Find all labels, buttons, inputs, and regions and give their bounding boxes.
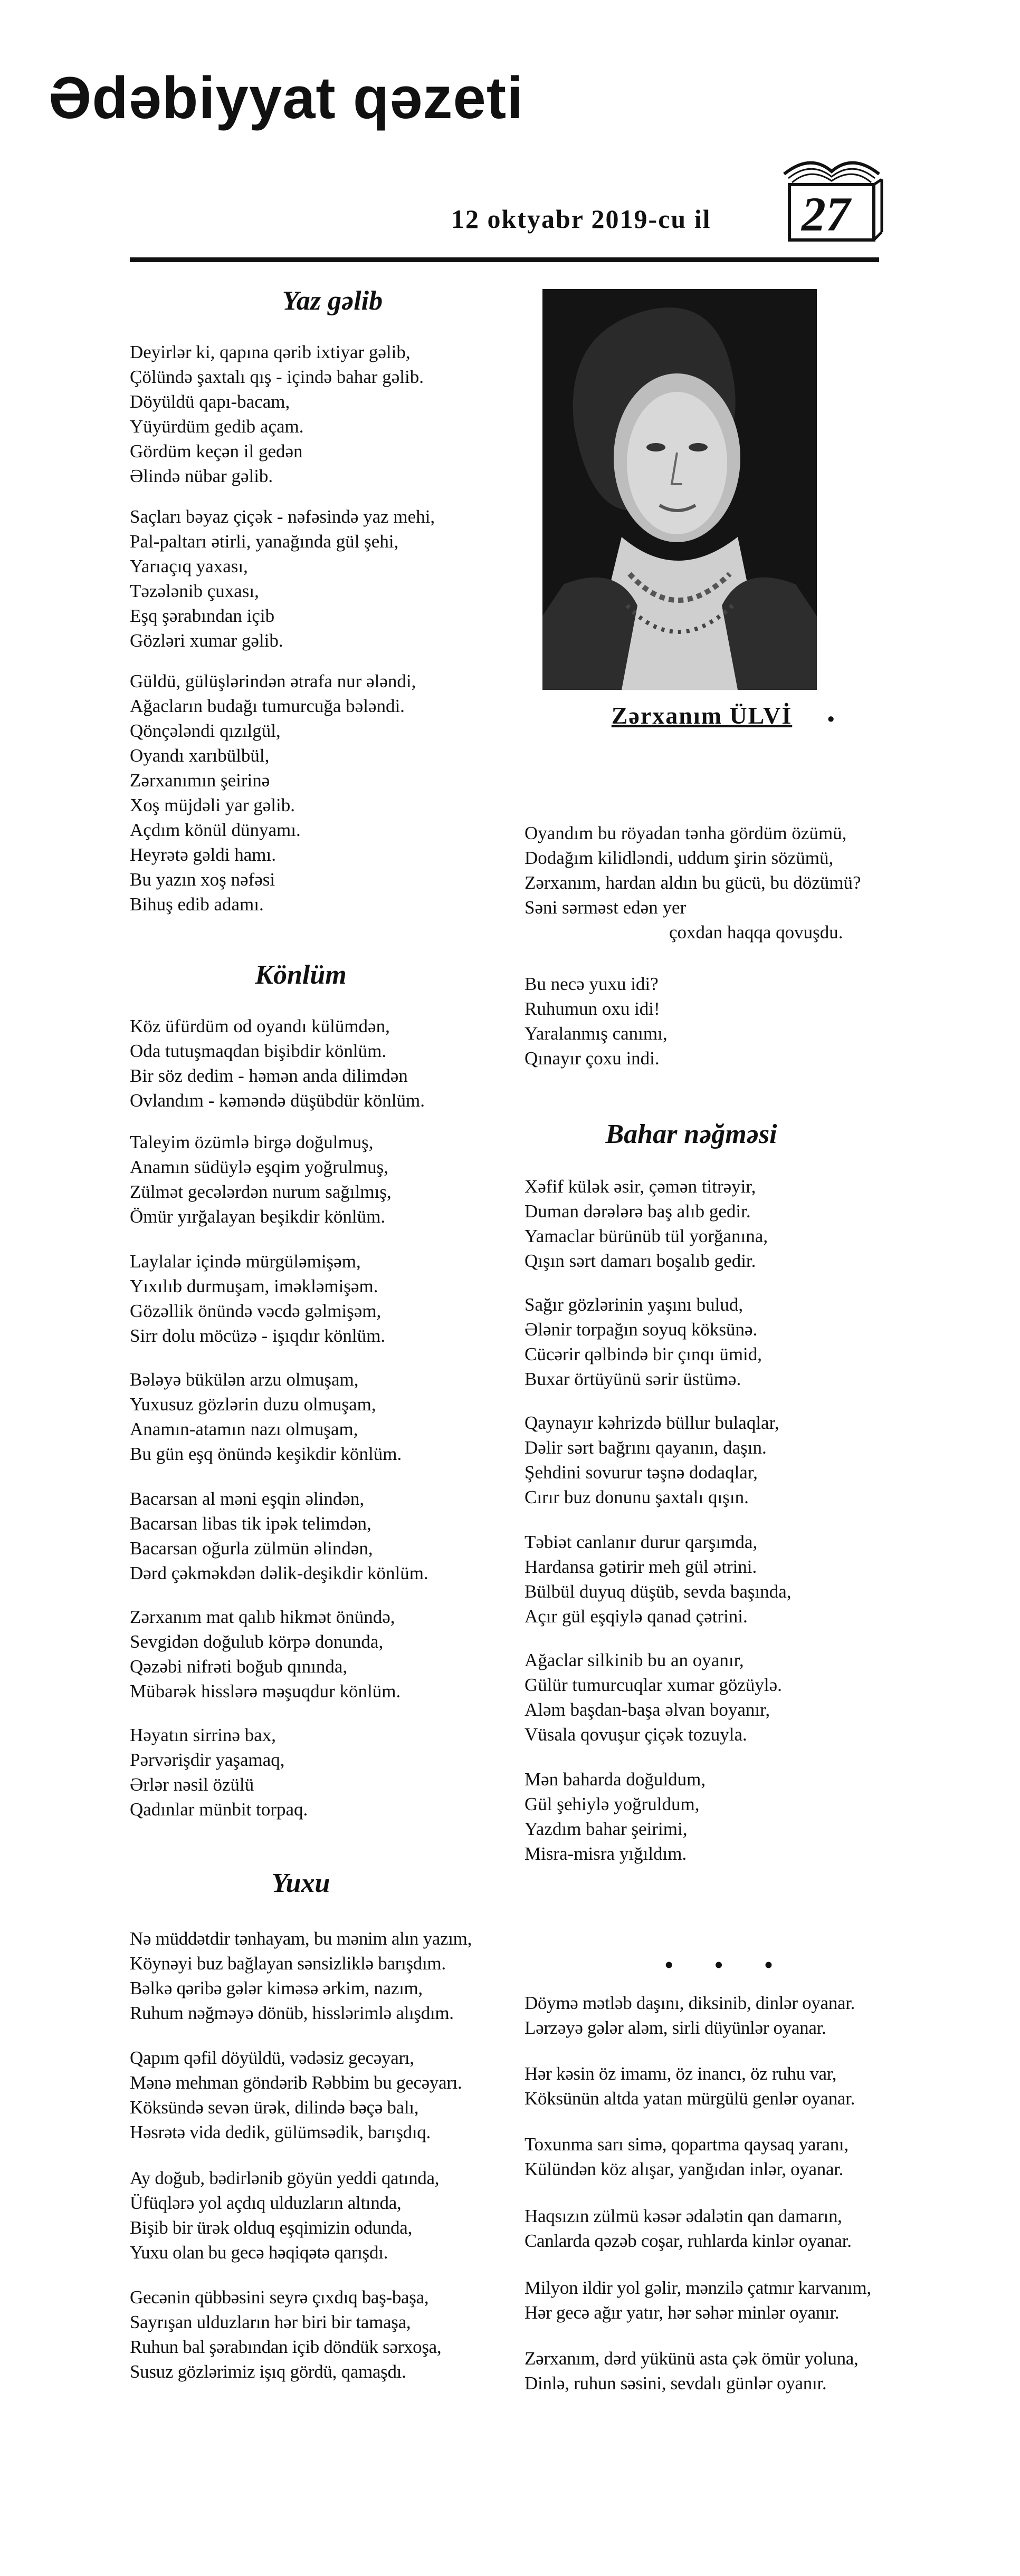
poem-line: Şehdini sovurur təşnə dodaqlar, (525, 1462, 758, 1483)
poem-line: Buxar örtüyünü sərir üstümə. (525, 1369, 741, 1389)
poem-stanza (525, 1648, 782, 1747)
poem-line: Ələnir torpağın soyuq köksünə. (525, 1319, 758, 1340)
poem-line: Ay doğub, bədirlənib göyün yeddi qatında, (130, 2168, 440, 2188)
poem-line: Yaralanmış canımı, (525, 1023, 668, 1044)
poem-line: Yazdım bahar şeirimi, (525, 1819, 688, 1839)
poem-line: Gül şehiylə yoğruldum, (525, 1794, 700, 1814)
poem-title-yaz-gelib: Yaz gəlib (282, 286, 383, 316)
poem-stanza (130, 2045, 462, 2145)
poem-line: Yüyürdüm gedib açam. (130, 416, 304, 437)
poem-line: Döymə mətləb daşını, diksinib, dinlər oyanar. (525, 1993, 855, 2013)
poem-stanza (130, 1926, 472, 2025)
poem-line: Zərxanımın şeirinə (130, 770, 270, 791)
poem-line: Bu gün eşq önündə keşikdir könlüm. (130, 1444, 402, 1464)
poem-line: Pərvərişdir yaşamaq, (130, 1750, 285, 1770)
poem-line: Aləm başdan-başa əlvan boyanır, (525, 1699, 770, 1720)
poem-line: Qaynayır kəhrizdə büllur bulaqlar, (525, 1412, 779, 1433)
poem-line: Qadınlar münbit torpaq. (130, 1799, 308, 1820)
poem-line: Bihuş edib adamı. (130, 894, 264, 915)
poem-title-bahar-negmesi: Bahar nəğməsi (605, 1119, 777, 1149)
poem-stanza (525, 2204, 852, 2253)
masthead: Ədəbiyyat qəzeti (49, 65, 524, 131)
poem-stanza (130, 1130, 392, 1229)
poem-line: Təzələnib çuxası, (130, 581, 259, 601)
poem-line: Canlarda qəzəb coşar, ruhlarda kinlər oyanar. (525, 2231, 852, 2251)
poem-line: Zərxanım, dərd yükünü asta çək ömür yolunа, (525, 2348, 859, 2369)
poem-stanza (525, 2061, 855, 2111)
poem-line: Bülbül duyuq düşüb, sevda başında, (525, 1581, 792, 1602)
poem-line: Açır gül eşqiylə qanad çətrini. (525, 1606, 748, 1627)
poem-line: Bacarsan oğurla zülmün əlindən, (130, 1538, 373, 1559)
issue-date: 12 oktyabr 2019-cu il (451, 204, 711, 234)
poem-line: Milyon ildir yol gəlir, mənzilə çatmır karvanım, (525, 2277, 871, 2298)
poem-line: Laylalar içində mürgüləmişəm, (130, 1251, 361, 1272)
poem-line: Anamın-atamın nazı olmuşam, (130, 1419, 358, 1439)
poem-line: Zərxanım mat qalıb hikmət önündə, (130, 1607, 395, 1627)
poem-line: Yarıaçıq yaxası, (130, 556, 248, 576)
poem-line: Sayrışan ulduzların hər biri bir tamaşa, (130, 2312, 411, 2332)
poem-line: Pal-paltarı ətirli, yanağında gül şehi, (130, 531, 399, 552)
issue-number: 27 (802, 187, 850, 241)
poem-line: Bişib bir ürək olduq eşqimizin odunda, (130, 2217, 412, 2238)
poem-line: Qapım qəfil döyüldü, vədəsiz gecəyarı, (130, 2048, 414, 2068)
poem-line: Bacarsan al məni eşqin əlindən, (130, 1488, 365, 1509)
poem-line: Sevgidən doğulub körpə donunda, (130, 1631, 384, 1652)
poem-line: Gülür tumurcuqlar xumar gözüylə. (525, 1675, 782, 1695)
poem-line: Oyandı xarıbülbül, (130, 745, 270, 766)
poem-line: Qəzəbi nifrəti boğub qınında, (130, 1656, 348, 1677)
poem-line: Köynəyi buz bağlayan sənsizliklə barışdım. (130, 1953, 446, 1974)
poem-line: Gözləri xumar gəlib. (130, 630, 283, 651)
poem-line: Ömür yırğalayan beşikdir könlüm. (130, 1206, 386, 1227)
poem-line: Zərxanım, hardan aldın bu gücü, bu dözümü? (525, 872, 861, 893)
poem-stanza (525, 2346, 858, 2396)
poem-line: Dodağım kilidləndi, uddum şirin sözümü, (525, 848, 834, 868)
poem-line: Mübarək hisslərə məşuqdur könlüm. (130, 1681, 401, 1702)
poem-stanza (525, 1410, 779, 1510)
poem-line: Taleyim özümlə birgə doğulmuş, (130, 1132, 374, 1152)
poem-line: Mənə mehman göndərib Rəbbim bu gecəyarı. (130, 2072, 462, 2093)
poem-stanza (525, 2132, 849, 2181)
poem-line: Misra-misra yığıldım. (525, 1843, 687, 1864)
poem-line: Gördüm keçən il gedən (130, 441, 303, 462)
poem-stanza (130, 1604, 401, 1704)
poem-line: Lərzəyə gələr aləm, sirli düyünlər oyanar. (525, 2017, 826, 2038)
poem-line: Bir söz dedim - həmən anda dilimdən (130, 1065, 408, 1086)
poem-line: Heyrətə gəldi hamı. (130, 844, 276, 865)
poem-line: Bacarsan libas tik ipək telimdən, (130, 1513, 371, 1534)
poem-line: Duman dərələrə baş alıb gedir. (525, 1201, 751, 1222)
poem-line: Qışın sərt damarı boşalıb gedir. (525, 1251, 756, 1271)
poem-line: Nə müddətdir tənhayam, bu mənim alın yazım, (130, 1928, 472, 1949)
header-rule (130, 257, 879, 262)
poem-line: Saçları bəyaz çiçək - nəfəsində yaz mehi, (130, 506, 435, 527)
poem-line: Ərlər nəsil özülü (130, 1774, 254, 1795)
poem-line: Toxunma sarı simə, qopartma qaysaq yaranı, (525, 2134, 849, 2155)
poem-line: Bəlkə qəribə gələr kiməsə ərkim, nazım, (130, 1978, 423, 1998)
poem-line: Eşq şərabından içib (130, 605, 275, 626)
poem-line: Deyirlər ki, qapına qərib ixtiyar gəlib, (130, 342, 411, 362)
poem-line: Yamaclar bürünüb tül yorğanına, (525, 1226, 768, 1246)
poem-stanza (130, 2285, 441, 2384)
poem-title-konlum: Könlüm (255, 960, 347, 990)
poem-stanza (525, 972, 668, 1071)
poem-stanza (525, 1767, 706, 1866)
poem-line: Ruhumun oxu idi! (525, 998, 660, 1019)
poem-line: Yıxılıb durmuşam, iməkləmişəm. (130, 1276, 378, 1296)
poem-stanza (130, 504, 435, 653)
poem-line: Ovlandım - kəməndə düşübdür könlüm. (130, 1090, 425, 1111)
poem-stanza (525, 1174, 768, 1273)
poem-line: Bu yazın xoş nəfəsi (130, 869, 275, 890)
poem-line: Dinlə, ruhun səsini, sevdalı günlər oyanır. (525, 2373, 827, 2394)
poem-line: Külündən köz alışar, yanğıdan inlər, oyanar. (525, 2159, 844, 2179)
poem-line: Təbiət canlanır durur qarşımda, (525, 1532, 758, 1552)
poem-line: Həsrətə vida dedik, gülümsədik, barışdıq. (130, 2122, 431, 2142)
poem-line: Anamın südüylə eşqim yoğrulmuş, (130, 1157, 388, 1177)
poem-line: Xəfif külək əsir, çəmən titrəyir, (525, 1176, 756, 1197)
poem-line: Oyandım bu röyadan tənha gördüm özümü, (525, 823, 847, 843)
poem-line: Köksündə sevən ürək, dilində bəçə balı, (130, 2097, 419, 2118)
poem-line: Qınayır çoxu indi. (525, 1048, 660, 1069)
poem-line: Hardansa gətirir meh gül ətrini. (525, 1556, 757, 1577)
poem-line: Cücərir qəlbində bir çınqı ümid, (525, 1344, 762, 1364)
poem-stanza (525, 821, 861, 945)
poem-line: Gözəllik önündə vəcdə gəlmişəm, (130, 1301, 382, 1321)
poem-stanza (130, 1723, 308, 1822)
poem-line: Hər gecə ağır yatır, hər səhər minlər oyanır. (525, 2302, 840, 2323)
poem-line: Köksünün altda yatan mürgülü genlər oyanar. (525, 2088, 855, 2109)
poem-line: Güldü, gülüşlərindən ətrafa nur ələndi, (130, 671, 416, 691)
poem-line: Gecənin qübbəsini seyrə çıxdıq baş-başa, (130, 2287, 429, 2308)
section-separator: • • • (665, 1952, 791, 1978)
poem-line: Oda tutuşmaqdan bişibdir könlüm. (130, 1041, 387, 1061)
author-name: Zərxanım ÜLVİ (611, 702, 793, 729)
poem-stanza (130, 669, 416, 917)
poem-line: Döyüldü qapı-bacam, (130, 391, 290, 412)
poem-stanza (130, 1486, 428, 1585)
poem-line: Vüsala qovuşur çiçək tozuyla. (525, 1724, 747, 1745)
poem-line: Qönçələndi qızılgül, (130, 720, 281, 741)
poem-line: Əlində nübar gəlib. (130, 466, 273, 486)
poem-stanza (525, 1530, 792, 1629)
poem-line: Yuxusuz gözlərin duzu olmuşam, (130, 1394, 376, 1415)
poem-line: Sağır gözlərinin yaşını bulud, (525, 1294, 743, 1315)
poem-stanza (130, 340, 424, 488)
poem-line: Dərd çəkməkdən dəlik-deşikdir könlüm. (130, 1563, 428, 1583)
poem-line: Bələyə bükülən arzu olmuşam, (130, 1369, 359, 1390)
poem-line: Ruhun bal şərabından içib döndük sərxoşa, (130, 2337, 442, 2357)
poem-line: Sirr dolu möcüzə - işıqdır könlüm. (130, 1325, 386, 1346)
poem-line: Açdım könül dünyamı. (130, 820, 301, 840)
poem-line: Həyatın sirrinə bax, (130, 1725, 276, 1745)
poem-line: Xoş müjdəli yar gəlib. (130, 795, 295, 815)
poem-line: Susuz gözlərimiz işıq gördü, qamaşdı. (130, 2361, 406, 2382)
poem-line: çoxdan haqqa qovuşdu. (669, 922, 843, 943)
poem-line: Yuxu olan bu gecə həqiqətə qarışdı. (130, 2242, 388, 2263)
poem-line: Çölündə şaxtalı qış - içində bahar gəlib. (130, 367, 424, 387)
poem-line: Köz üfürdüm od oyandı külümdən, (130, 1016, 390, 1036)
poem-line: Ağacların budağı tumurcuğa bələndi. (130, 696, 405, 716)
poem-line: Zülmət gecələrdən nurum sağılmış, (130, 1181, 392, 1202)
poem-stanza (130, 1249, 385, 1348)
poem-stanza (130, 1367, 402, 1466)
poem-stanza (525, 2275, 871, 2325)
poem-stanza (130, 2166, 439, 2265)
poem-line: Üfüqlərə yol açdıq ulduzların altında, (130, 2193, 402, 2213)
poem-line: Hər kəsin öz imamı, öz inancı, öz ruhu var, (525, 2063, 837, 2084)
poem-line: Cırır buz donunu şaxtalı qışın. (525, 1487, 749, 1507)
poem-line: Ruhum nəğməyə dönüb, hisslərimlə alışdım. (130, 2003, 454, 2023)
author-portrait (542, 289, 817, 690)
poem-stanza (525, 1292, 762, 1391)
poem-line: Mən baharda doğuldum, (525, 1769, 706, 1790)
poem-title-yuxu: Yuxu (271, 1868, 330, 1898)
poem-line: Haqsızın zülmü kəsər ədalətin qan damarın, (525, 2206, 842, 2226)
poem-line: Səni sərməst edən yer (525, 897, 687, 918)
poem-line: Dəlir sərt bağrını qayanın, daşın. (525, 1437, 767, 1458)
poem-stanza (525, 1991, 855, 2040)
poem-stanza (130, 1014, 425, 1113)
poem-line: Ağaclar silkinib bu an oyanır, (525, 1650, 744, 1670)
poem-line: Bu necə yuxu idi? (525, 974, 659, 994)
author-mark: • (827, 708, 835, 730)
